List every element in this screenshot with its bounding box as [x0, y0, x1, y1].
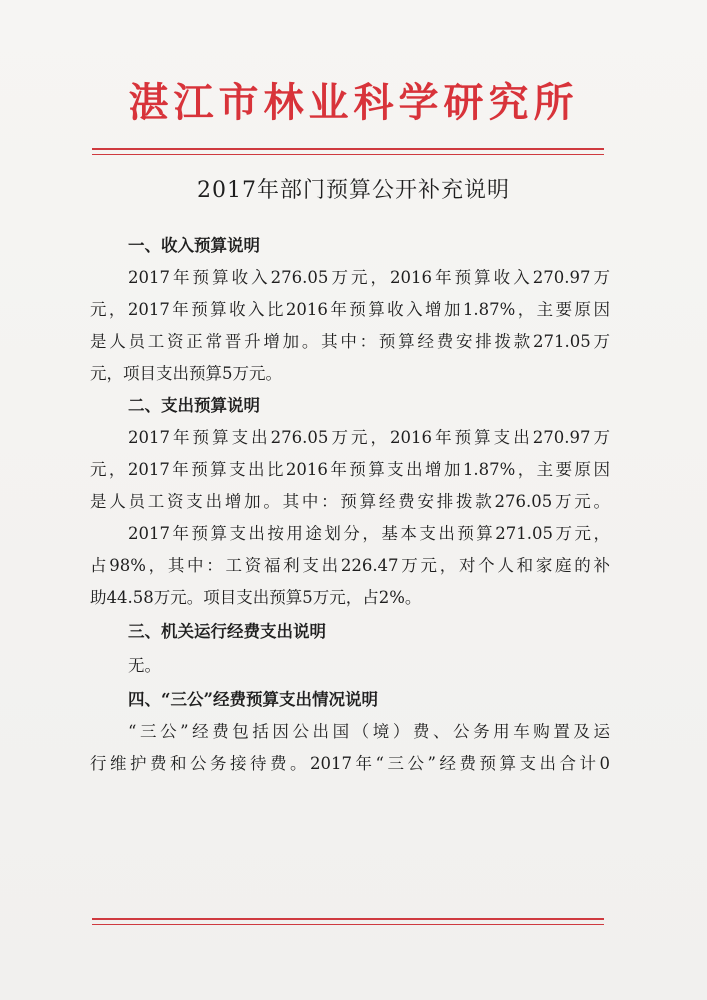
body-line: 助44.58万元。项目支出预算5万元，占2%。 — [90, 588, 422, 607]
body-line: 行维护费和公务接待费。2017年“三公”经费预算支出合计0 — [90, 754, 610, 773]
document-title: 2017年部门预算公开补充说明 — [197, 178, 510, 203]
letterhead-rule-thin — [92, 154, 604, 155]
letterhead-rule-thick — [92, 148, 604, 150]
body-line: 无。 — [128, 656, 161, 675]
body-line: 2017年预算支出276.05万元，2016年预算支出270.97万 — [128, 428, 610, 447]
body-line: 元，2017年预算支出比2016年预算支出增加1.87%，主要原因 — [90, 460, 610, 479]
section-heading-three-public: 四、“三公”经费预算支出情况说明 — [128, 690, 378, 709]
section-heading-expenditure: 二、支出预算说明 — [128, 396, 260, 415]
body-line: 2017年预算支出按用途划分，基本支出预算271.05万元， — [128, 524, 610, 543]
section-heading-operating-costs: 三、机关运行经费支出说明 — [128, 622, 326, 641]
body-line: 元，项目支出预算5万元。 — [90, 364, 282, 383]
footer-rule-thin — [92, 924, 604, 925]
body-line: “三公”经费包括因公出国（境）费、公务用车购置及运 — [128, 722, 610, 741]
body-line: 元，2017年预算收入比2016年预算收入增加1.87%，主要原因 — [90, 300, 610, 319]
org-letterhead-title: 湛江市林业科学研究所 — [128, 80, 579, 126]
body-line: 是人员工资支出增加。其中：预算经费安排拨款276.05万元。 — [90, 492, 610, 511]
body-line: 2017年预算收入276.05万元，2016年预算收入270.97万 — [128, 268, 610, 287]
footer-rule-thick — [92, 918, 604, 920]
body-line: 是人员工资正常晋升增加。其中：预算经费安排拨款271.05万 — [90, 332, 610, 351]
section-heading-income: 一、收入预算说明 — [128, 236, 260, 255]
body-line: 占98%，其中：工资福利支出226.47万元，对个人和家庭的补 — [90, 556, 610, 575]
